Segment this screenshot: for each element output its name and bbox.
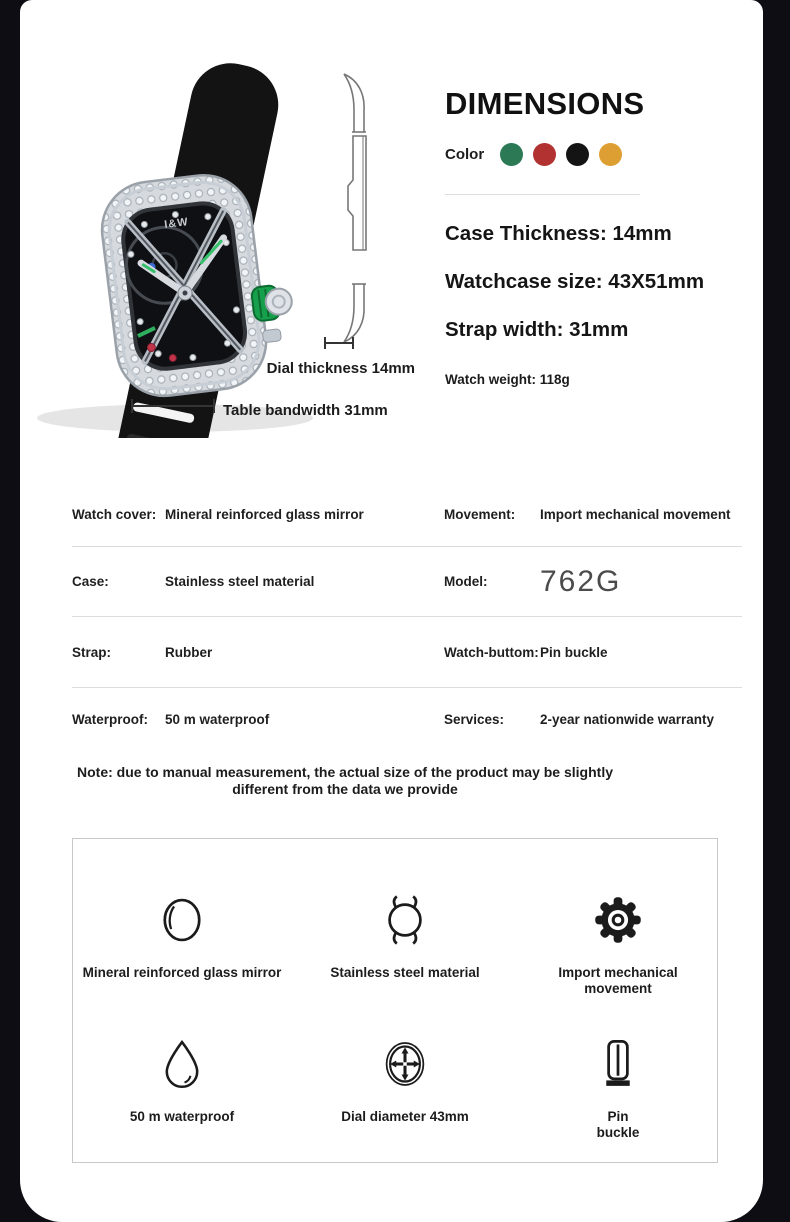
watch-case-icon bbox=[376, 889, 434, 951]
spec-value: Pin buckle bbox=[540, 644, 608, 660]
spec-label: Movement: bbox=[444, 506, 516, 522]
feature-pin-buckle bbox=[519, 1033, 717, 1163]
spec-label: Case: bbox=[72, 574, 109, 589]
spec-label: Watch-buttom: bbox=[444, 644, 539, 660]
feature-waterproof bbox=[73, 1033, 291, 1163]
spec-value: Stainless steel material bbox=[165, 574, 315, 589]
spec-value: Import mechanical movement bbox=[540, 506, 731, 522]
spec-value: Rubber bbox=[165, 644, 213, 660]
feature-stainless-case bbox=[291, 889, 519, 1019]
watch-logo: I&W bbox=[163, 216, 190, 231]
feature-label: Stainless steel material bbox=[330, 965, 480, 980]
gear-icon bbox=[590, 889, 646, 951]
feature-label: Import mechanical movement bbox=[558, 965, 678, 996]
spec-label: Watch cover: bbox=[72, 506, 157, 522]
spec-label: Strap: bbox=[72, 644, 112, 660]
spec-table bbox=[72, 482, 742, 750]
table-bandwidth-label: Table bandwidth 31mm bbox=[223, 402, 388, 419]
features-box bbox=[72, 838, 718, 1163]
dial-thickness-label: Dial thickness 14mm bbox=[266, 360, 415, 377]
feature-glass-mirror bbox=[73, 889, 291, 1019]
spec-value: 2-year nationwide warranty bbox=[540, 711, 715, 727]
dial-thickness-bracket bbox=[323, 336, 355, 350]
model-value: 762G bbox=[540, 565, 622, 598]
watch-weight-line: Watch weight: 118g bbox=[445, 372, 570, 387]
water-drop-icon bbox=[155, 1033, 209, 1095]
feature-label: 50 m waterproof bbox=[129, 1108, 235, 1124]
feature-label: Pin buckle bbox=[596, 1108, 640, 1140]
feature-label: Dial diameter 43mm bbox=[341, 1108, 469, 1124]
table-row bbox=[72, 617, 742, 688]
watch-side-profile-drawing bbox=[320, 70, 384, 348]
case-thickness-line: Case Thickness: 14mm bbox=[445, 222, 672, 245]
page-title: DIMENSIONS bbox=[445, 86, 645, 121]
feature-mechanical-movement bbox=[519, 889, 717, 1019]
color-swatch-green[interactable] bbox=[500, 143, 523, 166]
watchcase-size-line: Watchcase size: 43X51mm bbox=[445, 270, 705, 293]
glass-mirror-icon bbox=[153, 889, 211, 951]
color-label: Color bbox=[445, 146, 485, 163]
spec-value: Mineral reinforced glass mirror bbox=[165, 506, 364, 522]
table-row bbox=[72, 482, 742, 547]
color-swatch-black[interactable] bbox=[566, 143, 589, 166]
table-bandwidth-bracket bbox=[130, 398, 216, 414]
color-options bbox=[445, 143, 632, 166]
table-row bbox=[72, 688, 742, 750]
pin-buckle-icon bbox=[593, 1033, 643, 1095]
content-card bbox=[20, 0, 763, 1222]
dial-diameter-icon bbox=[377, 1033, 433, 1095]
note-line-1: Note: due to manual measurement, the actual size of the product may be slightly bbox=[77, 764, 613, 780]
strap-width-line: Strap width: 31mm bbox=[445, 318, 629, 341]
table-row bbox=[72, 547, 742, 617]
feature-dial-diameter bbox=[291, 1033, 519, 1163]
spec-value: 50 m waterproof bbox=[165, 711, 270, 727]
spec-label: Waterproof: bbox=[72, 711, 148, 727]
watch-photo bbox=[25, 58, 345, 438]
measurement-note bbox=[35, 764, 655, 798]
spec-label: Model: bbox=[444, 574, 488, 589]
spec-label: Services: bbox=[444, 711, 505, 727]
header-divider bbox=[445, 194, 640, 195]
feature-label: Mineral reinforced glass mirror bbox=[82, 965, 282, 980]
note-line-2: different from the data we provide bbox=[232, 781, 458, 797]
color-swatch-red[interactable] bbox=[533, 143, 556, 166]
watch-photo-illustration bbox=[25, 58, 345, 438]
color-swatch-gold[interactable] bbox=[599, 143, 622, 166]
